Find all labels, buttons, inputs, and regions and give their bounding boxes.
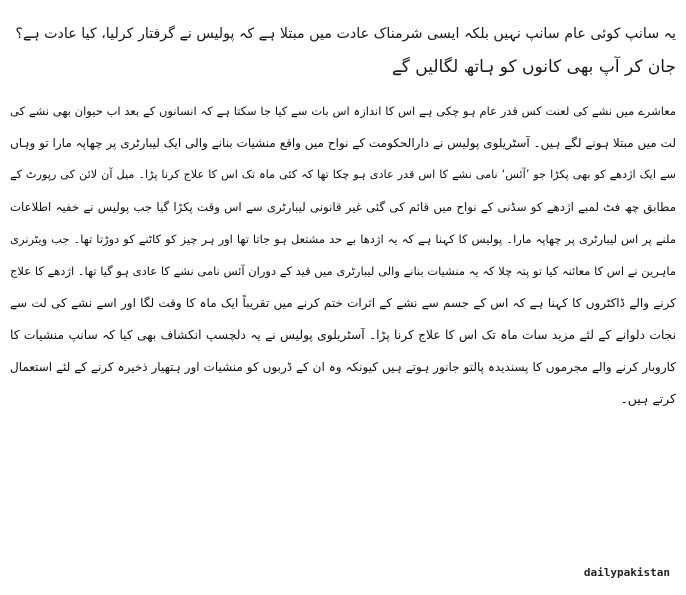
headline-line-1: یہ سانپ کوئی عام سانپ نہیں بلکہ ایسی شرمناک عادت میں مبتلا ہے کہ پولیس نے گرفتار کرلیا، کیا عادت ہے؟ bbox=[15, 26, 676, 42]
body-line-7: کرنے والے ڈاکٹروں کا کہنا ہے کہ اس کے جسم سے نشے کے اثرات ختم کرنے میں تقریباً ایک ماہ کا وقت لگا اور اسے نشے کی لت سے bbox=[10, 296, 676, 310]
article-body bbox=[10, 95, 676, 415]
body-line-2: لت میں مبتلا ہونے لگے ہیں۔ آسٹریلوی پولیس نے دارالحکومت کے نواح میں واقع منشیات بنانے والی ایک لیبارٹری پر چھاپہ مارا تو وہاں bbox=[10, 136, 676, 150]
body-line-4: مطابق چھ فٹ لمبے اژدھے کو سڈنی کے نواح میں قائم کی گئی غیر قانونی لیبارٹری سے اس وقت پکڑا گیا جب پولیس نے خفیہ اطلاعات bbox=[10, 200, 676, 214]
body-line-6: ماہرین نے اس کا معائنہ کیا تو پتہ چلا کہ یہ منشیات بنانے والی لیبارٹری میں قید کے دوران آئس نامی نشے کا عادی ہو گیا تھا۔ اژدھے کا علاج bbox=[10, 264, 676, 278]
body-line-9: کاروبار کرنے والے مجرموں کا پسندیدہ پالتو جانور ہوتے ہیں کیونکہ وہ ان کے ڈربوں کو منشیات اور ہتھیار ذخیرہ کرنے کے لئے استعمال bbox=[10, 360, 676, 374]
source-watermark: dailypakistan bbox=[583, 566, 670, 579]
body-line-1: معاشرے میں نشے کی لعنت کس قدر عام ہو چکی ہے اس کا اندازہ اس بات سے کیا جا سکتا ہے کہ انسانوں کے بعد اب حیوان بھی نشے کی bbox=[10, 104, 676, 118]
body-line-3: سے ایک اژدھے کو بھی پکڑا جو ’آئس‘ نامی نشے کا اس قدر عادی ہو چکا تھا کہ کئی ماہ تک اس کا علاج کرنا پڑا۔ میل آن لائن کی رپورٹ کے bbox=[10, 168, 676, 181]
headline-line-2: جان کر آپ بھی کانوں کو ہاتھ لگالیں گے bbox=[391, 57, 676, 77]
body-line-8: نجات دلوانے کے لئے مزید سات ماہ تک اس کا علاج کرنا پڑا۔ آسٹریلوی پولیس نے یہ دلچسپ انکشاف بھی کیا کہ سانپ منشیات کا bbox=[10, 328, 676, 342]
body-line-5: ملنے پر اس لیبارٹری پر چھاپہ مارا۔ پولیس کا کہنا ہے کہ یہ اژدھا بے حد مشتعل ہو جاتا تھا اور ہر چیز کو کاٹنے کو دوڑتا تھا۔ جب ویٹرنری bbox=[10, 232, 676, 246]
article bbox=[10, 0, 676, 415]
headline bbox=[10, 0, 676, 84]
body-line-10: کرتے ہیں۔ bbox=[620, 391, 676, 406]
